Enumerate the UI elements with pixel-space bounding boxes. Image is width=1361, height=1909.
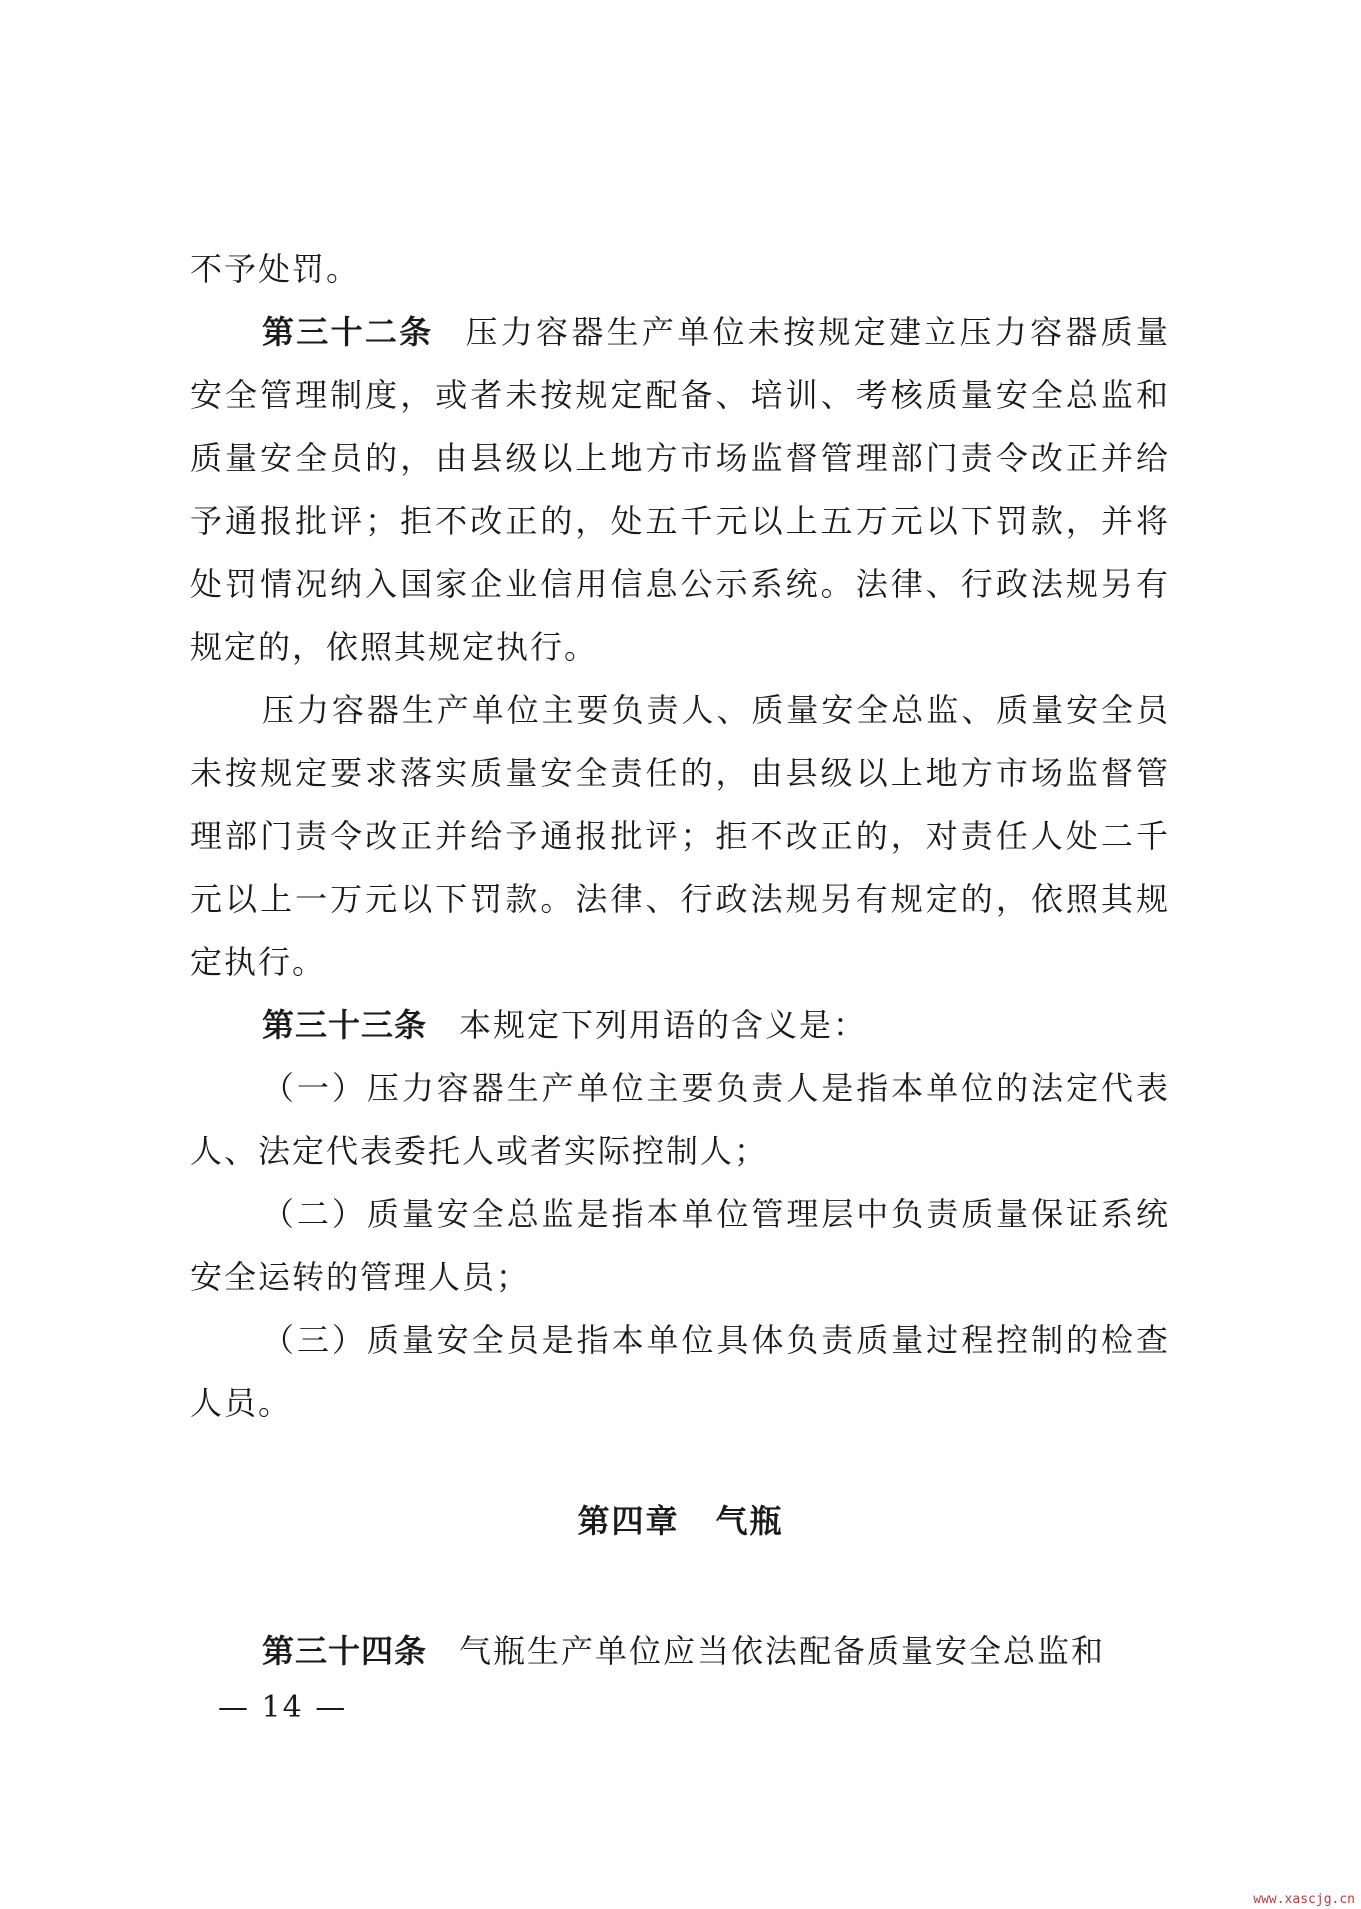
paragraph-1 [190,238,1170,301]
article-heading: 第三十三条 [262,1006,428,1044]
paragraph-text: 本规定下列用语的含义是： [459,1006,868,1044]
article-32 [190,301,1170,679]
page-number: — 14 — [218,1690,348,1725]
body-text [190,238,1170,1435]
paragraph-3 [190,679,1170,994]
paragraph-text: 压力容器生产单位主要负责人、质量安全总监、质量安全员未按规定要求落实质量安全责任的，由县级以上地方市场监督管理部门责令改正并给予通报批评；拒不改正的，对责任人处二千元以上一万元以下罚款。法律、行政法规另有规定的，依照其规定执行。 [190,691,1170,981]
watermark: www.xascjg.cn [1253,1892,1355,1907]
definition-item-2 [190,1183,1170,1309]
definition-item-3 [190,1309,1170,1435]
article-heading: 第三十二条 [262,313,434,351]
paragraph-text: （二）质量安全总监是指本单位管理层中负责质量保证系统安全运转的管理人员； [190,1195,1170,1296]
article-33 [190,994,1170,1057]
paragraph-text: 不予处罚。 [190,250,361,288]
definition-item-1 [190,1057,1170,1183]
paragraph-text: 气瓶生产单位应当依法配备质量安全总监和 [459,1632,1106,1670]
chapter-title: 气瓶 [715,1502,784,1540]
chapter-heading [0,1496,1361,1546]
paragraph-text: （三）质量安全员是指本单位具体负责质量过程控制的检查人员。 [190,1321,1170,1422]
paragraph-text: 压力容器生产单位未按规定建立压力容器质量安全管理制度，或者未按规定配备、培训、考核质量安全总监和质量安全员的，由县级以上地方市场监督管理部门责令改正并给予通报批评；拒不改正的，处五千元以上五万元以下罚款，并将处罚情况纳入国家企业信用信息公示系统。法律、行政法规另有规定的，依照其规定执行。 [190,313,1170,666]
paragraph-text: （一）压力容器生产单位主要负责人是指本单位的法定代表人、法定代表委托人或者实际控制人； [190,1069,1170,1170]
article-heading: 第三十四条 [262,1632,428,1670]
article-34 [190,1620,1170,1683]
chapter-number: 第四章 [577,1502,680,1540]
